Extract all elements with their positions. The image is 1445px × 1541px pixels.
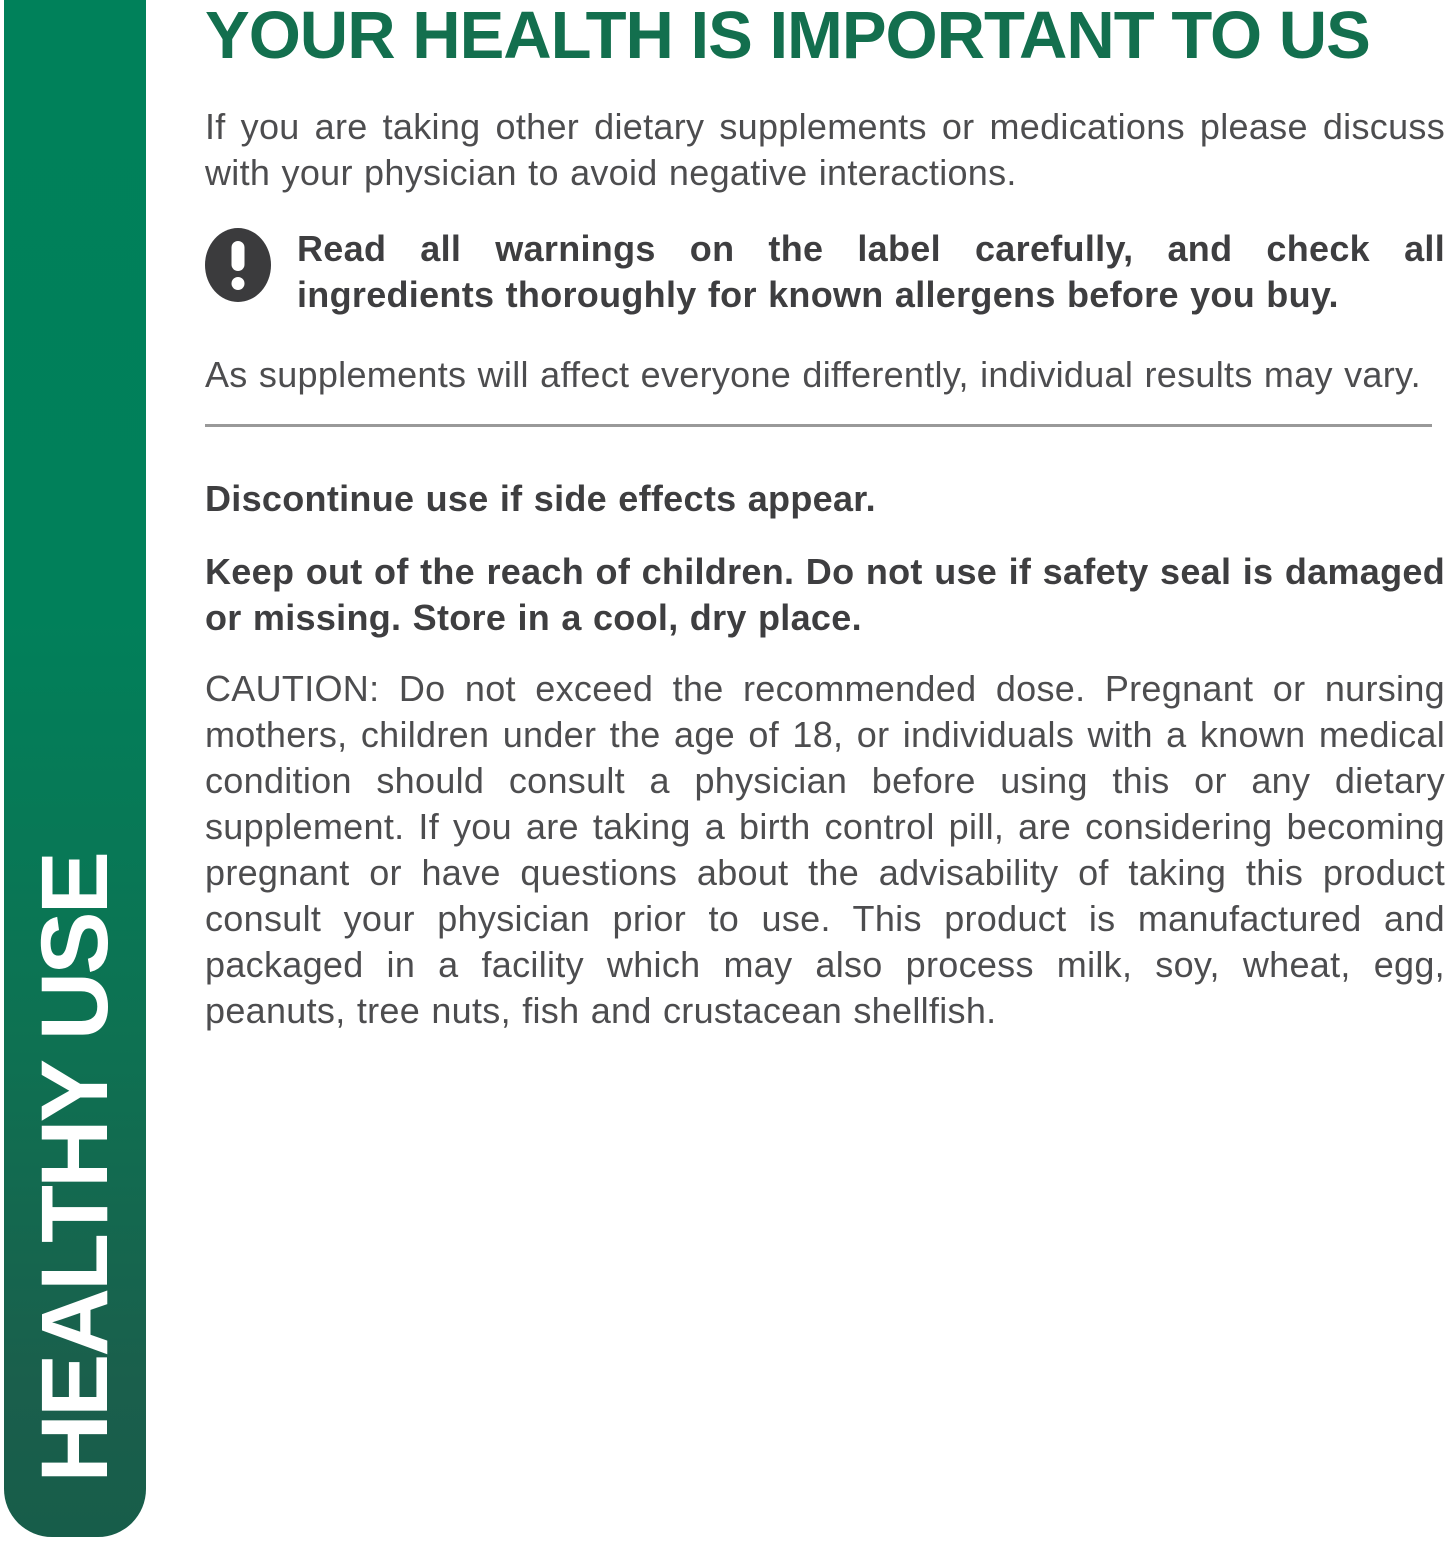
healthy-use-ribbon [4, 0, 146, 1537]
section-divider [205, 424, 1432, 427]
ribbon-label: HEALTHY USE [21, 854, 128, 1483]
content-column [205, 0, 1445, 1034]
page-title: YOUR HEALTH IS IMPORTANT TO US [205, 0, 1370, 73]
caution-paragraph: CAUTION: Do not exceed the recommended dose. Pregnant or nursing mothers, children under the age of 18, or individuals with a known medical condition should consult a physician before using this or any dietary supplement. If you are taking a birth control pill, are considering becoming pregnant or have questions about the advisability of taking this product consult your physician prior to use. This product is manufactured and packaged in a facility which may also process milk, soy, wheat, egg, peanuts, tree nuts, fish and crustacean shellfish. [205, 668, 1445, 1031]
alert-icon-bar [232, 241, 245, 271]
alert-icon [205, 228, 271, 302]
discontinue-paragraph: Discontinue use if side effects appear. [205, 478, 876, 519]
intro-paragraph: If you are taking other dietary supplements or medications please discuss with your physician to avoid negative interactions. [205, 106, 1445, 193]
results-vary-paragraph: As supplements will affect everyone differently, individual results may vary. [205, 354, 1421, 395]
warning-row [205, 226, 1445, 318]
keep-out-paragraph: Keep out of the reach of children. Do not use if safety seal is damaged or missing. Store in a cool, dry place. [205, 551, 1445, 638]
alert-icon-dot [232, 277, 245, 290]
warning-paragraph: Read all warnings on the label carefully, and check all ingredients thoroughly for known allergens before you buy. [297, 228, 1445, 315]
